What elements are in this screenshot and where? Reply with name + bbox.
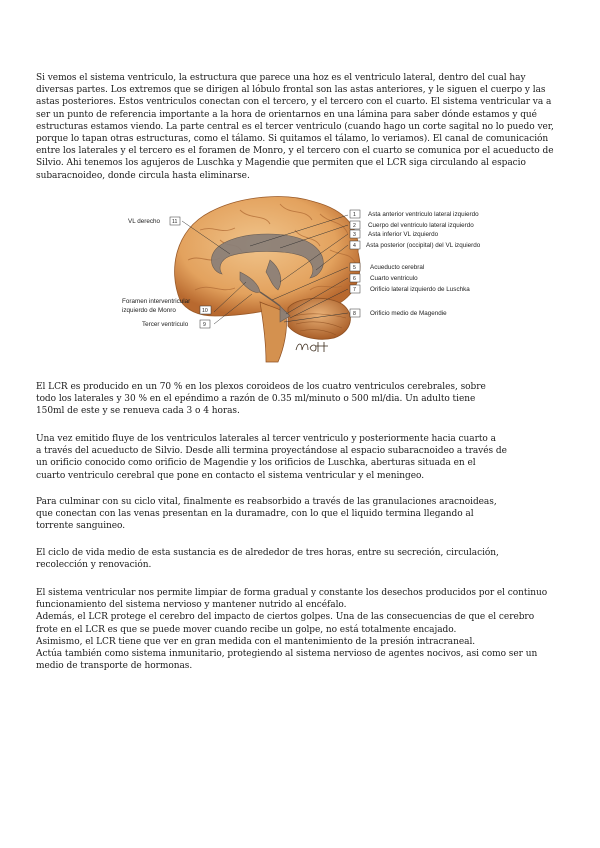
text-line: Silvio. Ahi tenemos los agujeros de Luschka y Magendie que permiten que el LCR siga circulando al espacio — [36, 158, 526, 169]
text-line: diversas partes. Los extremos que se dirigen al lóbulo frontal son las astas anteriores, y le siguen el cuerpo y las — [36, 85, 546, 96]
svg-text:Orificio lateral izquierdo de: Orificio lateral izquierdo de Luschka — [370, 286, 470, 293]
label-num: 10 — [202, 308, 208, 314]
label-foramen-monro-2: izquierdo de Monro — [122, 307, 176, 314]
text-line: Actúa también como sistema inmunitario, protegiendo al sistema nervioso de agentes nocivos, asi como ser un — [36, 649, 538, 660]
right-label-3 — [350, 230, 439, 238]
text-line: Una vez emitido fluye de los ventriculos laterales al tercer ventriculo y posteriormente hacia cuarto a — [36, 434, 496, 444]
right-label-7 — [350, 285, 470, 293]
right-label-1 — [350, 210, 479, 218]
paragraph-funciones — [36, 587, 568, 672]
text-line: estructuras estamos viendo. La parte central es el tercer ventriculo (cuando hago un corte sagital no lo puedo ver, — [36, 121, 554, 132]
label-num: 9 — [203, 322, 206, 328]
paragraph-produccion — [36, 381, 568, 418]
svg-text:1: 1 — [353, 212, 356, 218]
cerebrum-shape — [175, 197, 360, 316]
paragraph-intro — [36, 72, 568, 182]
svg-text:8: 8 — [353, 311, 356, 317]
right-label-2 — [350, 221, 474, 229]
text-line: entre los laterales y el tercero es el foramen de Monro, y el tercero con el cuarto se comunica por el acueducto de — [36, 146, 554, 157]
text-line: que conectan con las venas presentan en la duramadre, con lo que el liquido termina llegando al — [36, 509, 474, 520]
text-line: Asimismo, el LCR tiene que ver en gran medida con el mantenimiento de la presión intracraneal. — [36, 636, 476, 647]
text-line: cuarto ventriculo cerebral que pone en contacto el sistema ventricular y el meningeo. — [36, 470, 425, 481]
svg-text:7: 7 — [353, 287, 356, 293]
svg-text:4: 4 — [353, 243, 356, 249]
paragraph-flujo — [36, 433, 568, 482]
svg-text:Cuerpo del ventriculo lateral: Cuerpo del ventriculo lateral izquierdo — [368, 222, 474, 229]
svg-text:Cuarto ventriculo: Cuarto ventriculo — [370, 275, 418, 282]
right-label-8 — [350, 309, 447, 317]
text-line: funcionamiento del sistema nervioso y mantener nutrido al encéfalo. — [36, 600, 347, 611]
text-line: porque lo tapan otras estructuras, como el tálamo. Si quitamos el tálamo, lo veriamos). El canal de comunicación — [36, 134, 549, 145]
svg-text:3: 3 — [353, 232, 356, 238]
cerebellum-shape — [288, 298, 350, 339]
brain-illustration — [120, 190, 506, 370]
svg-text:6: 6 — [353, 276, 356, 282]
paragraph-ciclo — [36, 547, 568, 571]
text-line: Si vemos el sistema ventriculo, la estructura que parece una hoz es el ventriculo lateral, dentro del cual hay — [36, 73, 526, 83]
right-label-6 — [350, 274, 418, 282]
text-line: torrente sanguineo. — [36, 521, 126, 532]
text-line: frote en el LCR es que se puede mover cuando recibe un golpe, no está totalmente encajado. — [36, 624, 457, 635]
right-label-5 — [350, 263, 424, 271]
svg-text:Orificio medio de Magendie: Orificio medio de Magendie — [370, 310, 447, 317]
right-label-4 — [350, 241, 481, 249]
text-line: recolección y renovación. — [36, 560, 152, 571]
label-num: 11 — [172, 219, 178, 225]
text-line: El ciclo de vida medio de esta sustancia es de alrededor de tres horas, entre su secreción, circulación, — [36, 548, 499, 558]
svg-text:2: 2 — [353, 223, 356, 229]
text-line: a través del acueducto de Silvio. Desde alli termina proyectándose al espacio subaracnoideo a través de — [36, 446, 507, 457]
svg-text:Asta inferior VL izquierdo: Asta inferior VL izquierdo — [368, 231, 439, 238]
text-line: un orificio conocido como orificio de Magendie y los orificios de Luschka, aberturas situada en el — [36, 458, 476, 469]
text-line: 150ml de este y se renueva cada 3 o 4 horas. — [36, 406, 240, 417]
brain-ventricles-figure — [120, 190, 506, 370]
text-line: El sistema ventricular nos permite limpiar de forma gradual y constante los desechos producidos por el continuo — [36, 588, 548, 598]
text-line: ser un punto de referencia importante a la hora de orientarnos en una lámina para saber dónde estamos y qué — [36, 109, 537, 120]
svg-text:Asta posterior (occipital) del: Asta posterior (occipital) del VL izquierdo — [366, 242, 481, 249]
svg-text:Acueducto cerebral: Acueducto cerebral — [370, 264, 425, 271]
paragraph-reabsorcion — [36, 496, 568, 533]
text-line: Además, el LCR protege el cerebro del impacto de ciertos golpes. Una de las consecuencias de que el cerebro — [36, 612, 535, 623]
text-line: El LCR es producido en un 70 % en los plexos coroideos de los cuatro ventriculos cerebrales, sobre — [36, 382, 486, 392]
label-tercer-ventriculo: Tercer ventriculo — [142, 321, 189, 328]
text-line: medio de transporte de hormonas. — [36, 661, 193, 672]
text-line: todo los laterales y 30 % en el epéndimo a razón de 0.35 ml/minuto o 500 ml/dia. Un adulto tiene — [36, 394, 476, 405]
svg-text:5: 5 — [353, 265, 356, 271]
label-vl-derecho: VL derecho — [128, 218, 160, 225]
label-foramen-monro: Foramen interventricular — [122, 298, 191, 305]
text-line: astas posteriores. Estos ventriculos conectan con el tercero, y el tercero con el cuarto. El sistema ventricular va a — [36, 97, 552, 108]
text-line: subaracnoideo, donde circula hasta eliminarse. — [36, 170, 250, 181]
netter-signature — [296, 342, 328, 352]
text-line: Para culminar con su ciclo vital, finalmente es reabsorbido a través de las granulaciones aracnoideas, — [36, 497, 497, 507]
svg-text:Asta anterior ventriculo later: Asta anterior ventriculo lateral izquierdo — [368, 211, 479, 218]
